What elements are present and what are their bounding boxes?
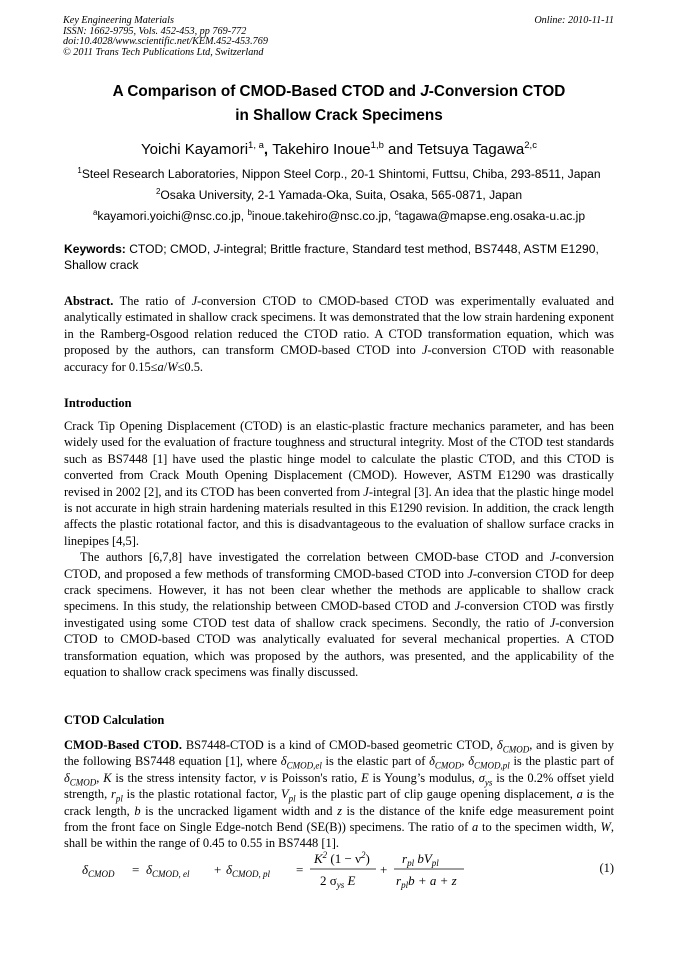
eq-frac1-denominator: 2 $\sigma_{ys}$ E [320, 873, 356, 890]
equation-1 [80, 845, 620, 893]
cmod-based-ctod-text: BS7448-CTOD is a kind of CMOD-based geometric CTOD, $\delta_{CMOD}$, and is given by the following BS7448 equation [1], where $\delta_{CMOD,el}$ is the elastic part of $\delta_{CMOD}$, $\delta_{CMOD,pl}$ is the plastic part of $\delta_{CMOD}$, K is the stress intensity factor, ν is Poisson's ratio, E is Young’s modulus, $\sigma_{ys}$ is the 0.2% offset yield strength, $r_{pl}$ is the plastic rotational factor, $V_{pl}$ is the plastic part of clip gauge opening displacement, a is the crack length, b is the uncracked ligament width and z is the distance of the knife edge measurement point from the front face on Single Edge-notch Bend (SE(B)) specimens. The ratio of a to the specimen width, W, shall be within the range of 0.45 to 0.55 in BS7448 [1]. [64, 738, 614, 851]
affiliation-1-text: Steel Research Laboratories, Nippon Steel Corp., 20-1 Shintomi, Futtsu, Chiba, 293-8511, Japan [81, 167, 601, 181]
email-b-marker: b [247, 208, 252, 217]
introduction-paragraph-1: Crack Tip Opening Displacement (CTOD) is an elastic-plastic fracture mechanics parameter, and has been widely used for the evaluation of fracture toughness and structural integrity. Most of the CTOD test standards such as BS7448 [1] have used the plastic hinge model to calculate the plastic CTOD, and this CTOD is converted from Crack Mouth Opening Displacement (CMOD). However, ASTM E1290 was drastically revised in 2002 [2], and its CTOD has been converted from J-integral [3]. An idea that the plastic hinge model is not accurate in high strain hardening materials resulted in this E1290 revision. In addition, the crack length affects the plastic rotational factor, and this is disadvantageous to the evaluation of shallow surface cracks in linepipes [4,5]. [64, 419, 614, 548]
eq-term-el: $\delta_{CMOD, el}$ [146, 862, 190, 879]
equation-1-number: (1) [599, 861, 614, 875]
journal-header [63, 16, 443, 58]
email-line: $^a$kayamori.yoichi@nsc.co.jp, $^b$inoue.takehiro@nsc.co.jp, $^c$tagawa@mapse.eng.osaka-u.ac.jp [92, 208, 586, 223]
eq-equals-2: = [296, 862, 304, 877]
author-affiliation-marker: 1,b [370, 140, 384, 151]
email-a: kayamori.yoichi@nsc.co.jp [97, 209, 241, 223]
email-c-marker: c [394, 208, 399, 217]
online-date: Online: 2010-11-11 [534, 15, 614, 26]
abstract [64, 293, 614, 375]
affiliation-1-marker: 1 [77, 166, 82, 175]
affiliation-2-marker: 2 [155, 187, 161, 196]
eq-term-pl: $\delta_{CMOD, pl}$ [226, 862, 271, 879]
ctod-calculation-heading: CTOD Calculation [64, 713, 165, 727]
author-name: Yoichi Kayamori [141, 141, 249, 158]
title-line-1: A Comparison of CMOD-Based CTOD and J-Conversion CTOD [112, 83, 566, 100]
email-a-marker: a [92, 208, 98, 217]
introduction-heading: Introduction [64, 396, 132, 410]
introduction-body [64, 418, 614, 681]
title-line-2: in Shallow Crack Specimens [235, 107, 443, 124]
abstract-label: Abstract. [64, 294, 114, 308]
keywords-text: CTOD; CMOD, J-integral; Brittle fracture, Standard test method, BS7448, ASTM E1290, Shallow crack [64, 242, 599, 272]
email-b: inoue.takehiro@nsc.co.jp [251, 209, 388, 223]
author-list: Yoichi Kayamori$^{1, a}$, Takehiro Inoue$^{1,b}$ and Tetsuya Tagawa$^{2,c}$ [141, 140, 537, 158]
eq-plus-1: + [214, 862, 222, 877]
eq-frac2-numerator: $r_{pl}$ $bV_{pl}$ [402, 851, 439, 868]
author-name: Takehiro Inoue [272, 141, 371, 158]
keywords-label: Keywords: [64, 242, 126, 256]
issn-line: ISSN: 1662-9795, Vols. 452-453, pp 769-772 [63, 25, 247, 37]
abstract-text: The ratio of J-conversion CTOD to CMOD-based CTOD was experimentally evaluated and analytically estimated in shallow crack specimens. It was demonstrated that the low strain hardening exponent in the Ramberg-Osgood relation reduced the CTOD ratio. A CTOD transformation equation, which was proposed by the authors, can transform CMOD-based CTOD into J-conversion CTOD with reasonable accuracy for 0.15≤a/W≤0.5. [64, 294, 614, 374]
affiliation-2-text: Osaka University, 2-1 Yamada-Oka, Suita, Osaka, 565-0871, Japan [160, 188, 523, 202]
eq-frac1-numerator: $K^2$ $(1 - \nu^2)$ [314, 850, 370, 866]
affiliation-2 [40, 187, 638, 203]
cmod-based-ctod-label: CMOD-Based CTOD. [64, 738, 182, 752]
journal-name: Key Engineering Materials [63, 15, 174, 26]
introduction-paragraph-2: The authors [6,7,8] have investigated the correlation between CMOD-base CTOD and J-conversion CTOD, and proposed a few methods of transforming CMOD-based CTOD into J-conversion CTOD for deep crack specimens. However, it has not been clear whether the methods are applicable to shallow crack specimens. In this study, the relationship between CMOD-based CTOD and J-conversion CTOD was firstly investigated using some CTOD test data of shallow crack specimens. Secondly, the ratio of J-conversion CTOD to CMOD-based CTOD was analytically evaluated for several mechanical properties. A CTOD transformation equation, which was proposed by the authors, was presented, and the applicability of the equation to shallow crack specimens was finally discussed. [64, 550, 614, 680]
author-affiliation-marker: 1, a [248, 140, 264, 151]
copyright-line: © 2011 Trans Tech Publications Ltd, Switzerland [63, 46, 264, 58]
doi-line: doi:10.4028/www.scientific.net/KEM.452-453.769 [63, 36, 268, 48]
author-affiliation-marker: 2,c [524, 140, 537, 151]
affiliation-1 [40, 166, 638, 182]
paper-title [40, 80, 638, 128]
eq-lhs: $\delta_{CMOD}$ [82, 862, 115, 879]
eq-equals-1: = [132, 862, 140, 877]
author-name: Tetsuya Tagawa [416, 141, 525, 158]
eq-frac2-denominator: $r_{pl}b + a + z$ [396, 873, 457, 890]
email-c: tagawa@mapse.eng.osaka-u.ac.jp [398, 209, 586, 223]
keywords [64, 242, 616, 273]
eq-plus-2: + [380, 862, 388, 877]
cmod-based-ctod-section [64, 737, 614, 852]
